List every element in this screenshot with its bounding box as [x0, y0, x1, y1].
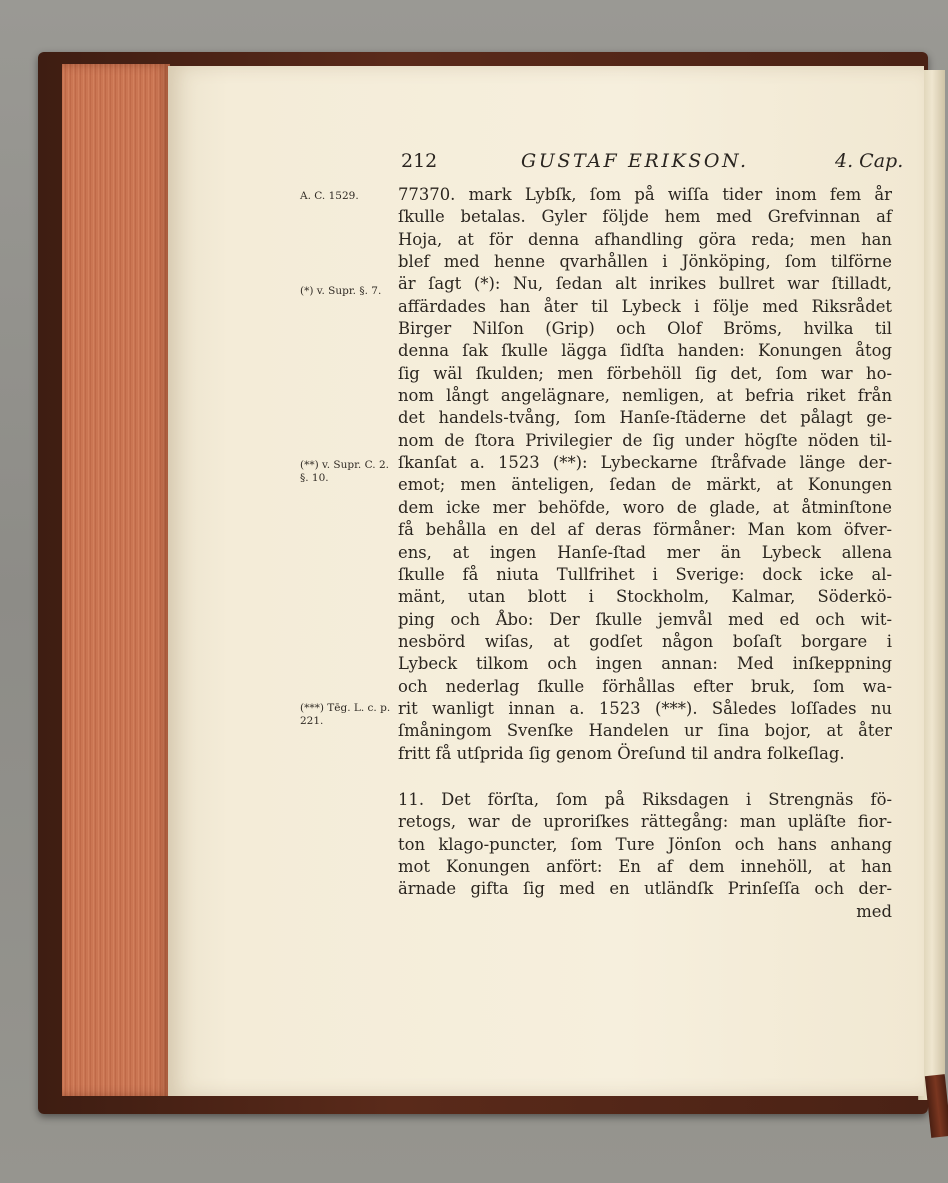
text-line: 77370. mark Lybſk, ſom på wiſſa tider inom fem år: [398, 185, 892, 204]
text-line: nom de ſtora Privilegier de ſig under högſte nöden til-: [398, 430, 892, 450]
text-line: emot; men änteligen, ſedan de märkt, at Konungen: [398, 475, 892, 495]
text-line: nesbörd wiſas, at godſet någon boſaſt borgare i: [398, 631, 892, 651]
text-line: dem icke mer behöfde, woro de glade, at åtminſtone: [398, 497, 892, 517]
text-line: affärdades han åter til Lybeck i följe med Riksrådet: [398, 296, 892, 316]
paragraph-gap: [398, 765, 892, 789]
margin-note: (**) v. Supr. C. 2. §. 10.: [300, 459, 389, 484]
text-line: det handels-tvång, ſom Hanſe-ſtäderne det pålagt ge-: [398, 408, 892, 428]
text-line: ſkulle få niuta Tullfrihet i Sverige: dock icke al-: [398, 564, 892, 584]
text-line: ſig wäl ſkulden; men förbehöll ſig det, ſom war ho-: [398, 363, 892, 383]
text-line: fritt få utſprida ſig genom Öreſund til andra folkeſlag.: [398, 743, 845, 763]
text-line: Hoja, at för denna afhandling göra reda; men han: [398, 229, 892, 249]
text-line: och nederlag ſkulle förhållas efter bruk, ſom wa-: [398, 676, 892, 696]
text-line: få behålla en del af deras förmåner: Man kom öfver-: [398, 520, 892, 540]
body-text: [398, 184, 892, 923]
chapter-label: 4. Cap.: [835, 150, 904, 172]
margin-note: (*) v. Supr. §. 7.: [300, 285, 382, 297]
text-line: med: [856, 901, 892, 921]
text-line: ärnade gifta ſig med en utländſk Prinſeſſa och der-: [398, 879, 892, 899]
text-line: Lybeck tilkom och ingen annan: Med inſkeppning: [398, 654, 892, 674]
text-line: mot Konungen anfört: En af dem innehöll, at han: [398, 856, 892, 876]
text-line: blef med henne qvarhållen i Jönköping, ſom tilförne: [398, 252, 892, 272]
text-line: ſkulle betalas. Gyler följde hem med Grefvinnan af: [398, 207, 892, 227]
paragraph-2: [398, 789, 892, 923]
text-line: nom långt angelägnare, nemligen, at befria riket från: [398, 386, 892, 406]
margin-note: (***) Tēg. L. c. p. 221.: [300, 702, 391, 727]
page-number: 212: [401, 150, 438, 172]
text-line: är ſagt (*): Nu, ſedan alt inrikes bullret war ſtilladt,: [398, 274, 892, 294]
text-line: Birger Nilſon (Grip) och Olof Bröms, hvilka til: [398, 319, 892, 339]
page-block-edge: [62, 64, 170, 1096]
paragraph-1: [398, 184, 892, 765]
text-line: 11. Det förſta, ſom på Riksdagen i Strengnäs fö-: [398, 789, 892, 809]
text-line: ping och Åbo: Der ſkulle jemvål med ed och wit-: [398, 609, 892, 629]
text-line: mänt, utan blott i Stockholm, Kalmar, Söderkö-: [398, 587, 892, 607]
text-line: ens, at ingen Hanſe-ſtad mer än Lybeck allena: [398, 542, 892, 562]
text-line: ton klago-puncter, ſom Ture Jönſon och hans anhang: [398, 834, 892, 854]
text-line: ſmåningom Svenſke Handelen ur ſina bojor, at åter: [398, 721, 892, 741]
text-line: retogs, war de uproriſkes rättegång: man upläſte fior-: [398, 812, 892, 832]
running-title: GUSTAF ERIKSON.: [521, 150, 749, 172]
text-line: ſkanſat a. 1523 (**): Lybeckarne ſtråfvade länge der-: [398, 453, 892, 473]
text-line: rit wanligt innan a. 1523 (***). Således loſſades nu: [398, 698, 892, 718]
margin-note: A. C. 1529.: [300, 190, 359, 202]
text-line: denna ſak ſkulle lägga ſidſta handen: Konungen åtog: [398, 341, 892, 361]
